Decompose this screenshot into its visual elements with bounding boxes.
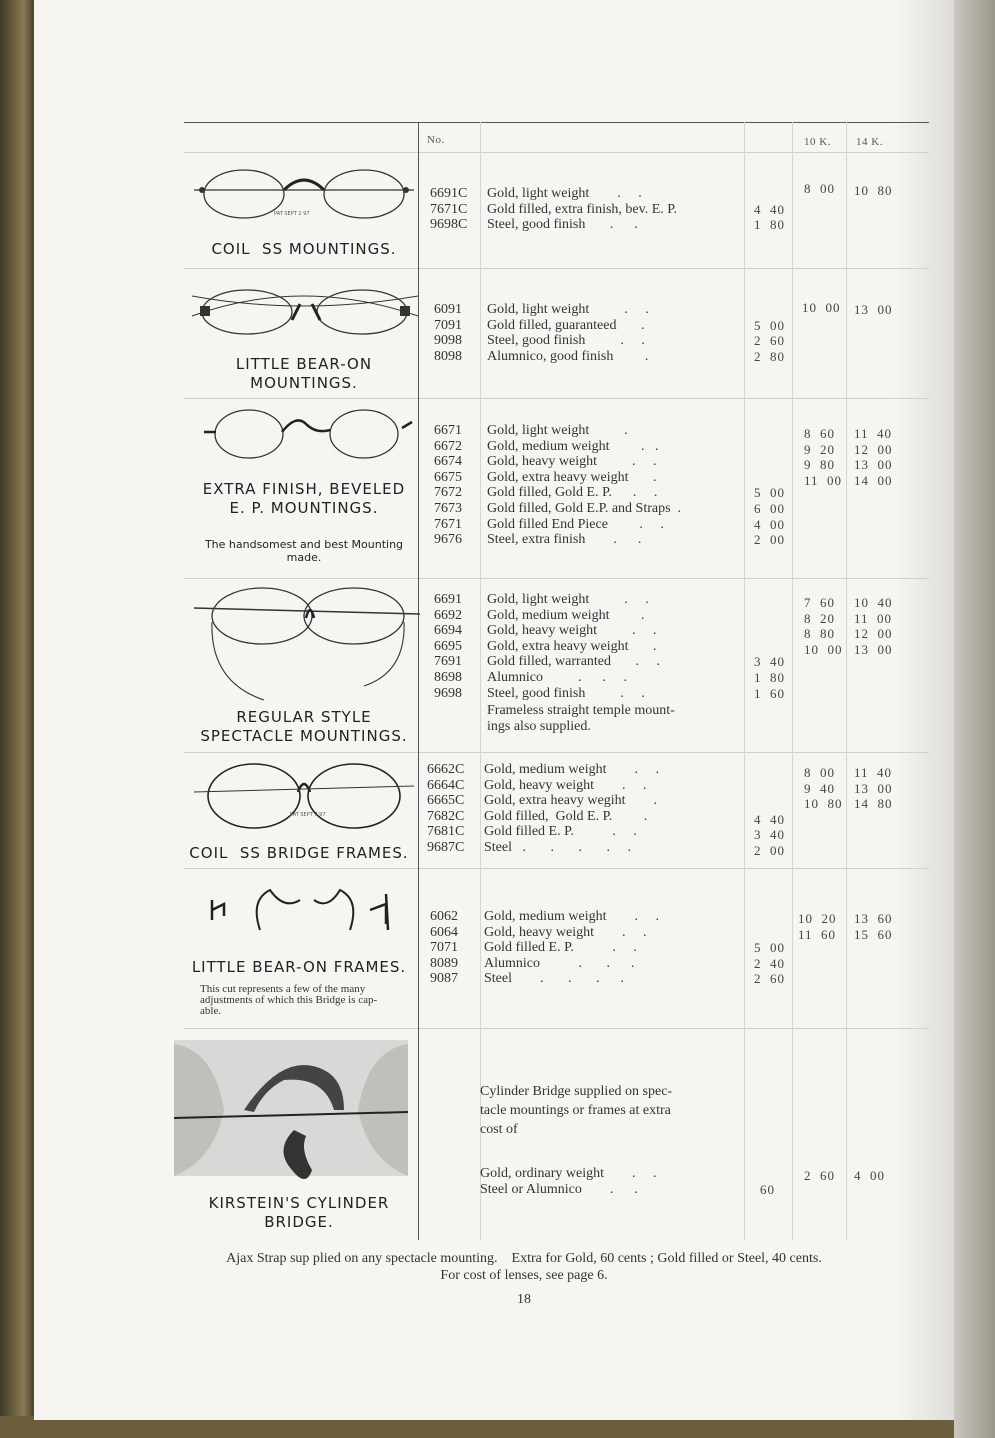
item-numbers: 6091 7091 9098 8098 xyxy=(434,302,462,364)
base-prices: 4 40 3 40 2 00 xyxy=(754,811,785,858)
column-divider xyxy=(846,122,847,1240)
section-title: COIL SS BRIDGE FRAMES. xyxy=(189,844,409,862)
item-descriptions: Gold, light weight . . Gold filled, guaranteed . Steel, good finish . . Alumnico, good finish . xyxy=(487,302,649,364)
row-divider xyxy=(184,578,929,579)
prices-14k: 13 60 15 60 xyxy=(854,911,893,942)
section-note: This cut represents a few of the many adjustments of which this Bridge is cap- able. xyxy=(200,983,378,1017)
rimless-spectacles-icon xyxy=(192,276,418,350)
framed-spectacles-icon xyxy=(194,756,414,836)
section-title: REGULAR STYLE SPECTACLE MOUNTINGS. xyxy=(200,708,408,745)
item-descriptions: Gold, light weight . . Gold filled, extra finish, bev. E. P. Steel, good finish . . xyxy=(487,186,678,233)
item-descriptions: Gold, light weight . Gold, medium weight . . Gold, heavy weight . . Gold, extra heavy weight . Gold filled, Gold E. P. . . Gold filled, Gold E.P. and Straps . Gold filled End Piece . . Steel, extra finish . . xyxy=(487,423,682,548)
prices-14k: 13 00 xyxy=(854,302,893,317)
prices-14k: 11 40 12 00 13 00 14 00 xyxy=(854,426,893,488)
rimless-spectacles-icon xyxy=(194,160,414,230)
prices-10k: 2 60 xyxy=(804,1168,835,1183)
base-prices: 5 00 2 60 2 80 xyxy=(754,317,785,364)
rimless-spectacles-icon xyxy=(204,404,414,464)
svg-text:PAT SEPT 2 97: PAT SEPT 2 97 xyxy=(274,211,310,217)
column-header-no: No. xyxy=(427,134,445,146)
footer-strap-note: Ajax Strap sup plied on any spectacle mounting. Extra for Gold, 60 cents ; Gold filled or Steel, 40 cents. xyxy=(226,1251,822,1266)
table-top-rule xyxy=(184,122,929,123)
prices-10k: 10 20 11 60 xyxy=(798,911,837,942)
column-divider xyxy=(792,122,793,1240)
prices-10k: 10 00 xyxy=(802,300,841,315)
row-divider xyxy=(184,268,929,269)
prices-14k: 10 80 xyxy=(854,183,893,198)
cylinder-bridge-icon xyxy=(174,1040,408,1190)
header-rule xyxy=(184,152,929,153)
item-descriptions: Gold, medium weight . . Gold, heavy weight . . Gold, extra heavy wegiht . Gold filled, Gold E. P. . Gold filled E. P. . . Steel . . . . . xyxy=(484,762,659,855)
prices-10k: 8 00 9 40 10 80 xyxy=(804,765,843,812)
item-extra-note: Frameless straight temple mount- ings also supplied. xyxy=(487,703,675,734)
base-prices: 5 00 2 40 2 60 xyxy=(754,940,785,987)
row-divider xyxy=(184,398,929,399)
row-divider xyxy=(184,868,929,869)
section-note: The handsomest and best Mounting made. xyxy=(204,538,404,564)
item-numbers: 6662C 6664C 6665C 7682C 7681C 9687C xyxy=(427,762,465,855)
next-page-edge xyxy=(954,0,995,1438)
svg-text:PAT SEPT 7 97: PAT SEPT 7 97 xyxy=(290,812,326,818)
page-number: 18 xyxy=(517,1292,531,1307)
footer-lenses-note: For cost of lenses, see page 6. xyxy=(440,1268,608,1283)
item-descriptions: Gold, medium weight . . Gold, heavy weight . . Gold filled E. P. . . Alumnico . . . Steel . . . . xyxy=(484,909,659,987)
column-header-14k: 14 K. xyxy=(856,136,883,148)
prices-14k: 4 00 xyxy=(854,1168,885,1183)
item-numbers: 6671 6672 6674 6675 7672 7673 7671 9676 xyxy=(434,423,462,548)
section-title: EXTRA FINISH, BEVELED E. P. MOUNTINGS. xyxy=(202,480,406,517)
column-divider xyxy=(480,122,481,1240)
prices-10k: 8 60 9 20 9 80 11 00 xyxy=(804,426,843,488)
prices-10k: 7 60 8 20 8 80 10 00 xyxy=(804,595,843,657)
prices-10k: 8 00 xyxy=(804,181,835,196)
section-title: LITTLE BEAR-ON FRAMES. xyxy=(191,958,407,976)
prices-14k: 10 40 11 00 12 00 13 00 xyxy=(854,595,893,657)
row-divider xyxy=(184,752,929,753)
item-numbers: 6062 6064 7071 8089 9087 xyxy=(430,909,458,987)
base-prices: 60 xyxy=(760,1181,775,1197)
base-prices: 5 00 6 00 4 00 2 00 xyxy=(754,485,785,548)
item-numbers: 6691 6692 6694 6695 7691 8698 9698 xyxy=(434,592,462,701)
item-descriptions: Gold, light weight . . Gold, medium weight . Gold, heavy weight . . Gold, extra heavy weight . Gold filled, warranted . . Alumnico . . . Steel, good finish . . xyxy=(487,592,661,701)
item-descriptions: Gold, ordinary weight . . Steel or Alumnico . . xyxy=(480,1166,657,1197)
row-divider xyxy=(184,1028,929,1029)
bridge-pieces-icon xyxy=(210,880,400,940)
prices-14k: 11 40 13 00 14 80 xyxy=(854,765,893,812)
base-prices: 3 40 1 80 1 60 xyxy=(754,654,785,701)
section-title: COIL SS MOUNTINGS. xyxy=(211,240,397,258)
item-numbers: 6691C 7671C 9698C xyxy=(430,186,468,233)
column-divider xyxy=(744,122,745,1240)
section-paragraph: Cylinder Bridge supplied on spec- tacle mountings or frames at extra cost of xyxy=(480,1084,673,1137)
spectacle-with-temples-icon xyxy=(194,582,420,702)
catalog-page xyxy=(34,0,954,1420)
column-header-10k: 10 K. xyxy=(804,136,831,148)
book-binding-edge xyxy=(0,0,34,1438)
base-prices: 4 40 1 80 xyxy=(754,201,785,233)
section-title: LITTLE BEAR-ON MOUNTINGS. xyxy=(235,355,373,392)
section-title: KIRSTEIN'S CYLINDER BRIDGE. xyxy=(208,1194,390,1231)
